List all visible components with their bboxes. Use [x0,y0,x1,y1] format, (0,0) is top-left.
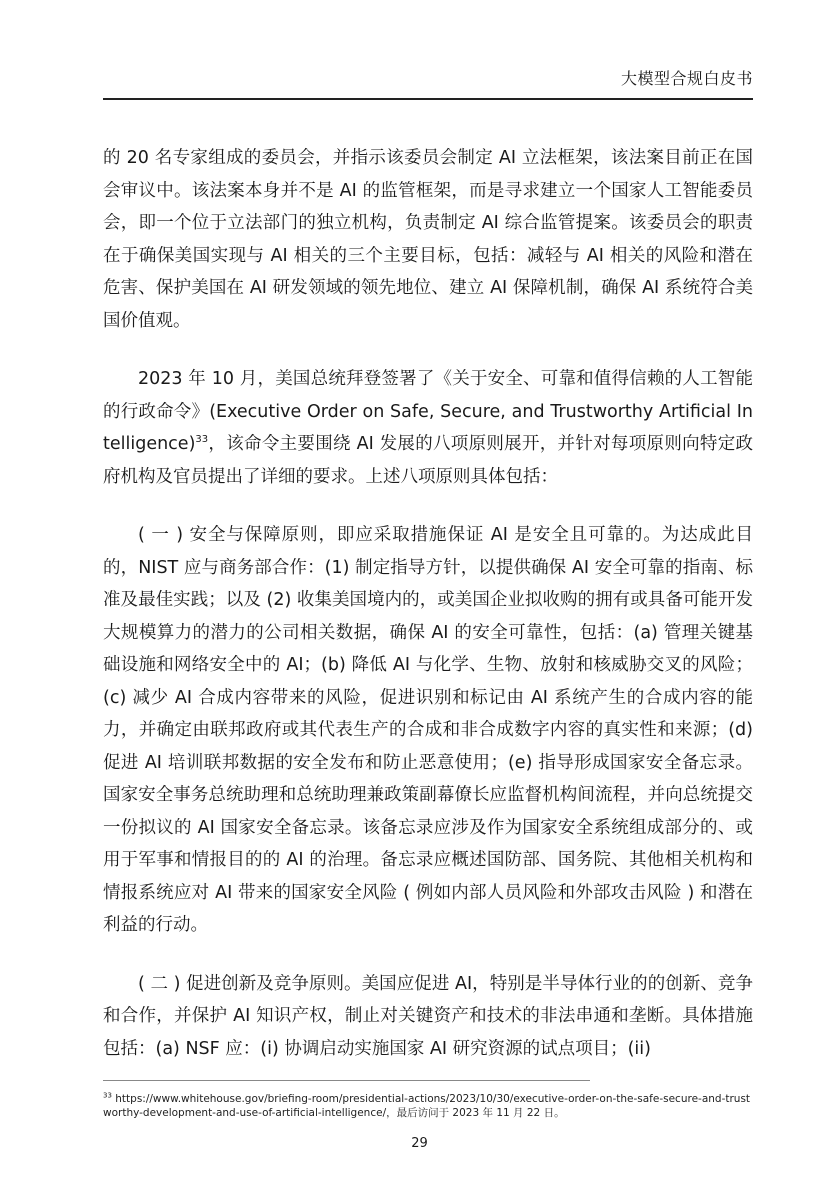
footnote-reference: 33 [195,434,209,446]
footnote-divider [103,1080,590,1081]
paragraph-executive-order [103,363,753,493]
paragraph-executive-order-text-b: ，该命令主要围绕 AI 发展的八项原则展开，并针对每项原则向特定政府机构及官员提出了详细的要求。上述八项原则具体包括： [103,434,753,487]
page-number: 29 [411,1136,428,1151]
body-text [103,142,753,1091]
header-divider [103,98,753,100]
footnote-text: https://www.whitehouse.gov/briefing-room/presidential-actions/2023/10/30/executive-order-on-the-safe-secure-and-trustworthy-development-and-use-of-artificial-intelligence/，最后访问于 2023 年 11 月 22 日。 [103,1093,751,1119]
running-header-title: 大模型合规白皮书 [620,69,753,88]
footnote [103,1092,755,1120]
paragraph-innovation-principle: ( 二 ) 促进创新及竞争原则。美国应促进 AI，特别是半导体行业的的创新、竞争和合作，并保护 AI 知识产权，制止对关键资产和技术的非法串通和垄断。具体措施包括：(a) NSF 应：(i) 协调启动实施国家 AI 研究资源的试点项目；(ii) [103,973,753,1059]
paragraph-executive-order-text-a: 2023 年 10 月，美国总统拜登签署了《关于安全、可靠和值得信赖的人工智能的行政命令》(Executive Order on Safe, Secure, and Trustworthy Artificial Intelligence) [103,369,753,454]
paragraph-committee: 的 20 名专家组成的委员会，并指示该委员会制定 AI 立法框架，该法案目前正在国会审议中。该法案本身并不是 AI 的监管框架，而是寻求建立一个国家人工智能委员会，即一个位于立法部门的独立机构，负责制定 AI 综合监管提案。该委员会的职责在于确保美国实现与 AI 相关的三个主要目标，包括：减轻与 AI 相关的风险和潜在危害、保护美国在 AI 研发领域的领先地位、建立 AI 保障机制，确保 AI 系统符合美国价值观。 [103,148,753,331]
footnote-number: 33 [103,1091,112,1100]
paragraph-safety-principle: ( 一 ) 安全与保障原则，即应采取措施保证 AI 是安全且可靠的。为达成此目的，NIST 应与商务部合作：(1) 制定指导方针，以提供确保 AI 安全可靠的指南、标准及最佳实践；以及 (2) 收集美国境内的，或美国企业拟收购的拥有或具备可能开发大规模算力的潜力的公司相关数据，确保 AI 的安全可靠性，包括：(a) 管理关键基础设施和网络安全中的 AI；(b) 降低 AI 与化学、生物、放射和核威胁交叉的风险；(c) 减少 AI 合成内容带来的风险，促进识别和标记由 AI 系统产生的合成内容的能力，并确定由联邦政府或其代表生产的合成和非合成数字内容的真实性和来源；(d) 促进 AI 培训联邦数据的安全发布和防止恶意使用；(e) 指导形成国家安全备忘录。国家安全事务总统助理和总统助理兼政策副幕僚长应监督机构间流程，并向总统提交一份拟议的 AI 国家安全备忘录。该备忘录应涉及作为国家安全系统组成部分的、或用于军事和情报目的的 AI 的治理。备忘录应概述国防部、国务院、其他相关机构和情报系统应对 AI 带来的国家安全风险 ( 例如内部人员风险和外部攻击风险 ) 和潜在利益的行动。 [103,525,753,935]
